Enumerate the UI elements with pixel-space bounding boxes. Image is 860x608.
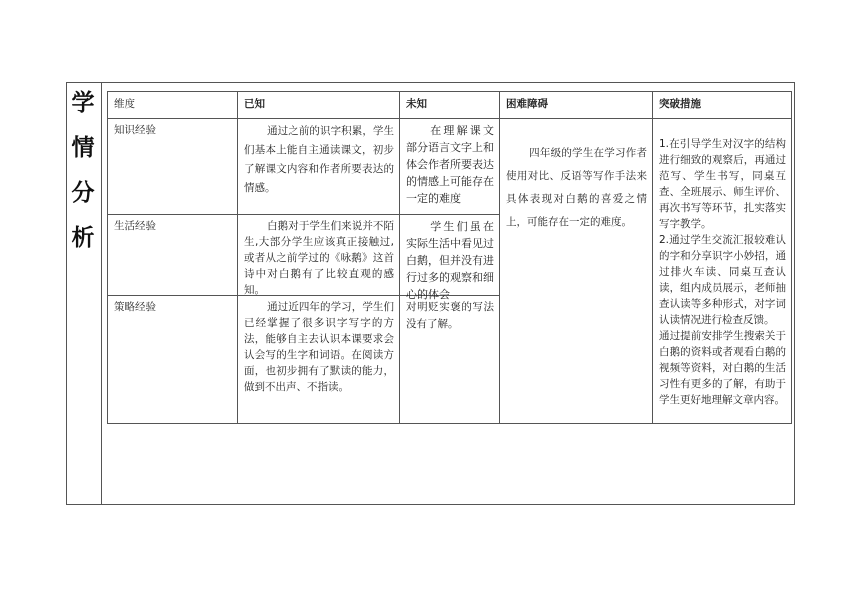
col-divider-3 bbox=[499, 91, 500, 423]
header-row-divider bbox=[107, 118, 792, 119]
header-unknown: 未知 bbox=[406, 98, 427, 110]
row-dimension-knowledge: 知识经验 bbox=[114, 124, 156, 136]
known-strategy-text: 通过近四年的学习，学生们已经掌握了很多识字写字的方法，能够自主去认识本课要求会认会写的生字和词语。在阅读方面，也初步拥有了默读的能力，做到不出声、不指读。 bbox=[244, 301, 394, 393]
section-title-vertical bbox=[66, 92, 100, 272]
header-difficulty: 困难障碍 bbox=[506, 98, 548, 110]
label-column-divider bbox=[101, 82, 102, 504]
outer-border-right bbox=[794, 82, 795, 504]
col-divider-2 bbox=[399, 91, 400, 423]
col-divider-1 bbox=[237, 91, 238, 423]
known-life-text: 白鹅对于学生们来说并不陌生,大部分学生应该真正接触过,或者从之前学过的《咏鹅》这首诗中对白鹅有了比较直观的感知。 bbox=[244, 220, 394, 296]
header-breakthrough: 突破措施 bbox=[659, 98, 701, 110]
section-title-char: 析 bbox=[71, 225, 95, 251]
row-divider-1 bbox=[107, 214, 499, 215]
header-known: 已知 bbox=[244, 98, 265, 110]
section-title-char: 分 bbox=[71, 180, 95, 206]
outer-border-bottom bbox=[66, 504, 795, 505]
row-dimension-life: 生活经验 bbox=[114, 220, 156, 232]
unknown-knowledge-text: 在理解课文部分语言文字上和体会作者所要表达的情感上可能存在一定的难度 bbox=[406, 124, 494, 205]
table-border-bottom bbox=[107, 423, 792, 424]
unknown-life-text: 学生们虽在实际生活中看见过白鹅，但并没有进行过多的观察和细心的体会 bbox=[406, 220, 494, 301]
unknown-strategy-text: 对明贬实褒的写法没有了解。 bbox=[406, 301, 494, 330]
section-title-char: 学 bbox=[71, 90, 95, 116]
header-dimension: 维度 bbox=[114, 98, 135, 110]
difficulty-text: 四年级的学生在学习作者使用对比、反语等写作手法来具体表现对白鹅的喜爱之情上，可能存在一定的难度。 bbox=[506, 147, 647, 228]
outer-border-top bbox=[66, 82, 794, 83]
table-border-top bbox=[107, 91, 792, 92]
col-divider-4 bbox=[652, 91, 653, 423]
table-border-left bbox=[107, 91, 108, 423]
row-dimension-strategy: 策略经验 bbox=[114, 301, 156, 313]
known-knowledge-text: 通过之前的识字积累，学生们基本上能自主通读课文，初步了解课文内容和作者所要表达的情感。 bbox=[244, 125, 394, 194]
section-title-char: 情 bbox=[71, 135, 95, 161]
breakthrough-text: 1.在引导学生对汉字的结构进行细致的观察后，再通过范写、学生书写，同桌互查、全班展示、师生评价、再次书写等环节，扎实落实写字教学。 2.通过学生交流汇报较难认的字和分享识字小妙招，通过排火车读、同桌互查认读，组内成员展示，老师抽查认读等多种形式，对字词认读情况进行检查反馈。 通过提前安排学生搜索关于白鹅的资料或者观看白鹅的视频等资料，对白鹅的生活习性有更多的了解，有助于学生更好地理解文章内容。 bbox=[659, 138, 786, 406]
table-border-right bbox=[791, 91, 792, 423]
